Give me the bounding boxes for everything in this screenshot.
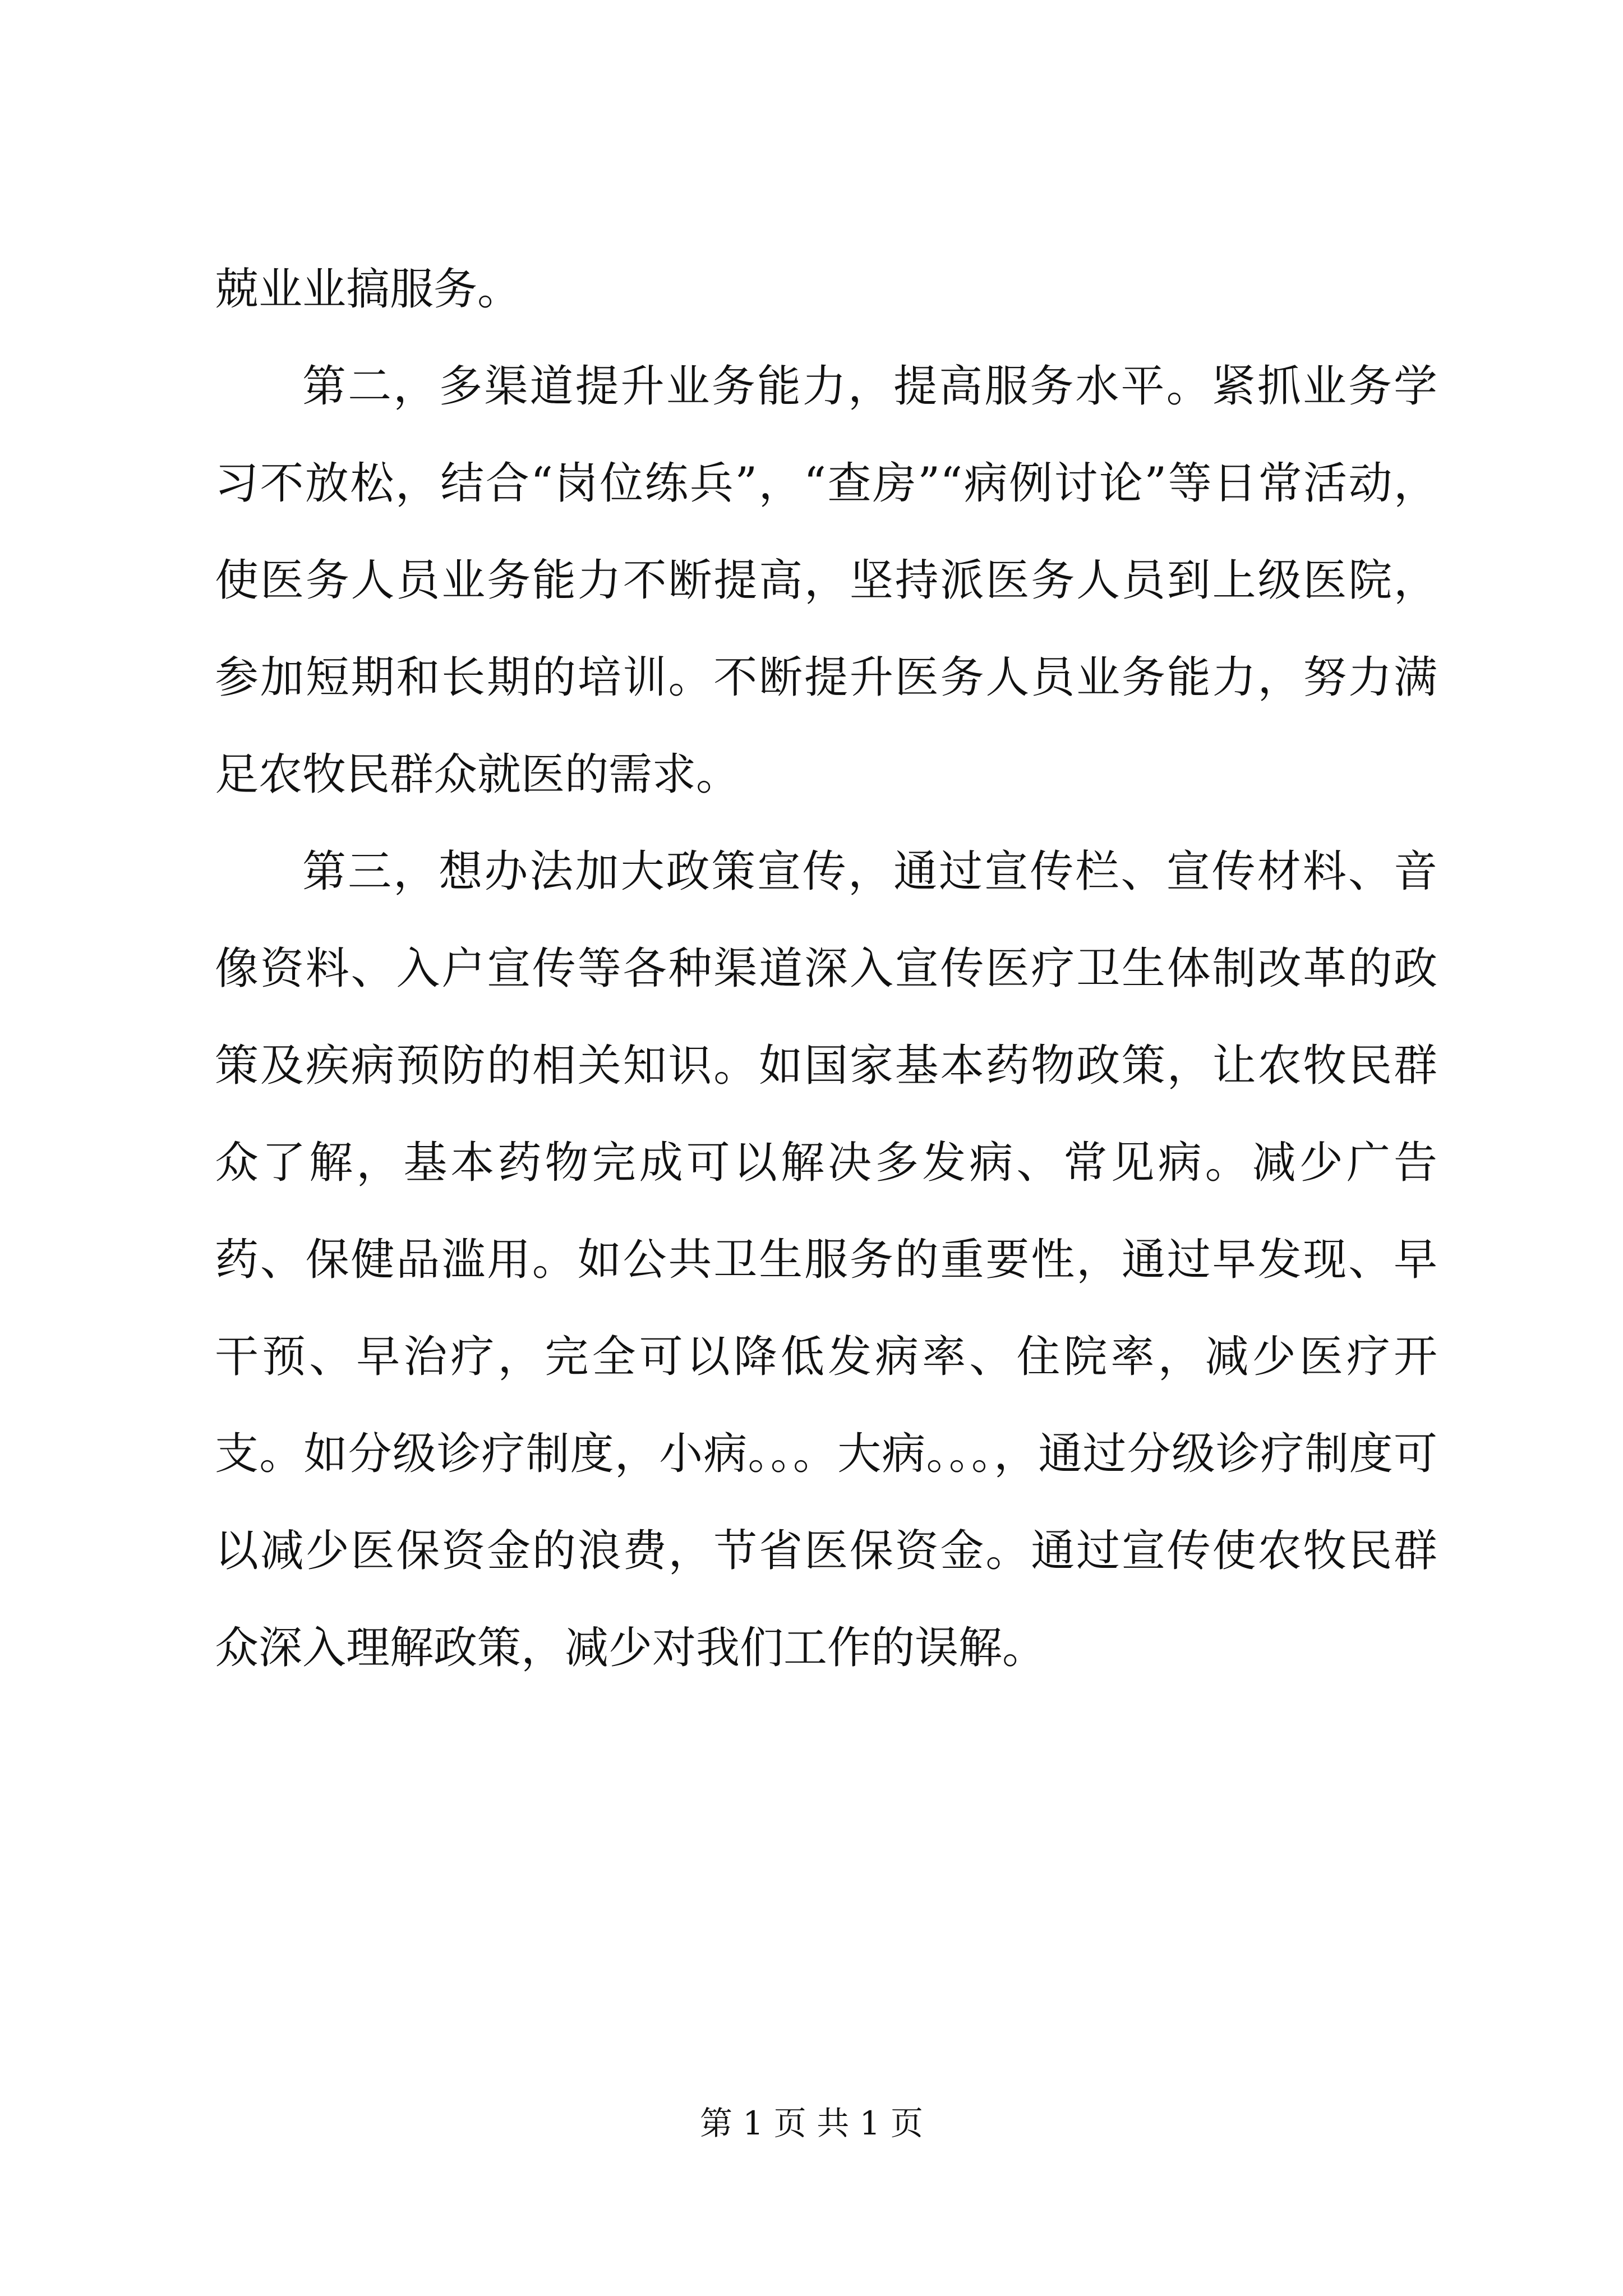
- document-body: [215, 241, 1437, 1697]
- paragraph-third-point: 第三，想办法加大政策宣传，通过宣传栏、宣传材料、音像资料、入户宣传等各种渠道深入宣传医疗卫生体制改革的政策及疾病预防的相关知识。如国家基本药物政策，让农牧民群众了解，基本药物完成可以解决多发病、常见病。减少广告药、保健品滥用。如公共卫生服务的重要性，通过早发现、早干预、早治疗，完全可以降低发病率、住院率，减少医疗开支。如分级诊疗制度，小病。。。大病。。。，通过分级诊疗制度可以减少医保资金的浪费，节省医保资金。通过宣传使农牧民群众深入理解政策，减少对我们工作的误解。: [215, 846, 1437, 1673]
- paragraph-second-point: 第二，多渠道提升业务能力，提高服务水平。紧抓业务学习不放松，结合“岗位练兵”，“查房”“病例讨论”等日常活动，使医务人员业务能力不断提高，坚持派医务人员到上级医院，参加短期和长期的培训。不断提升医务人员业务能力，努力满足农牧民群众就医的需求。: [215, 361, 1437, 800]
- page-footer: 第 1 页 共 1 页: [700, 2104, 923, 2142]
- paragraph-continuation: 兢业业搞服务。: [215, 264, 522, 315]
